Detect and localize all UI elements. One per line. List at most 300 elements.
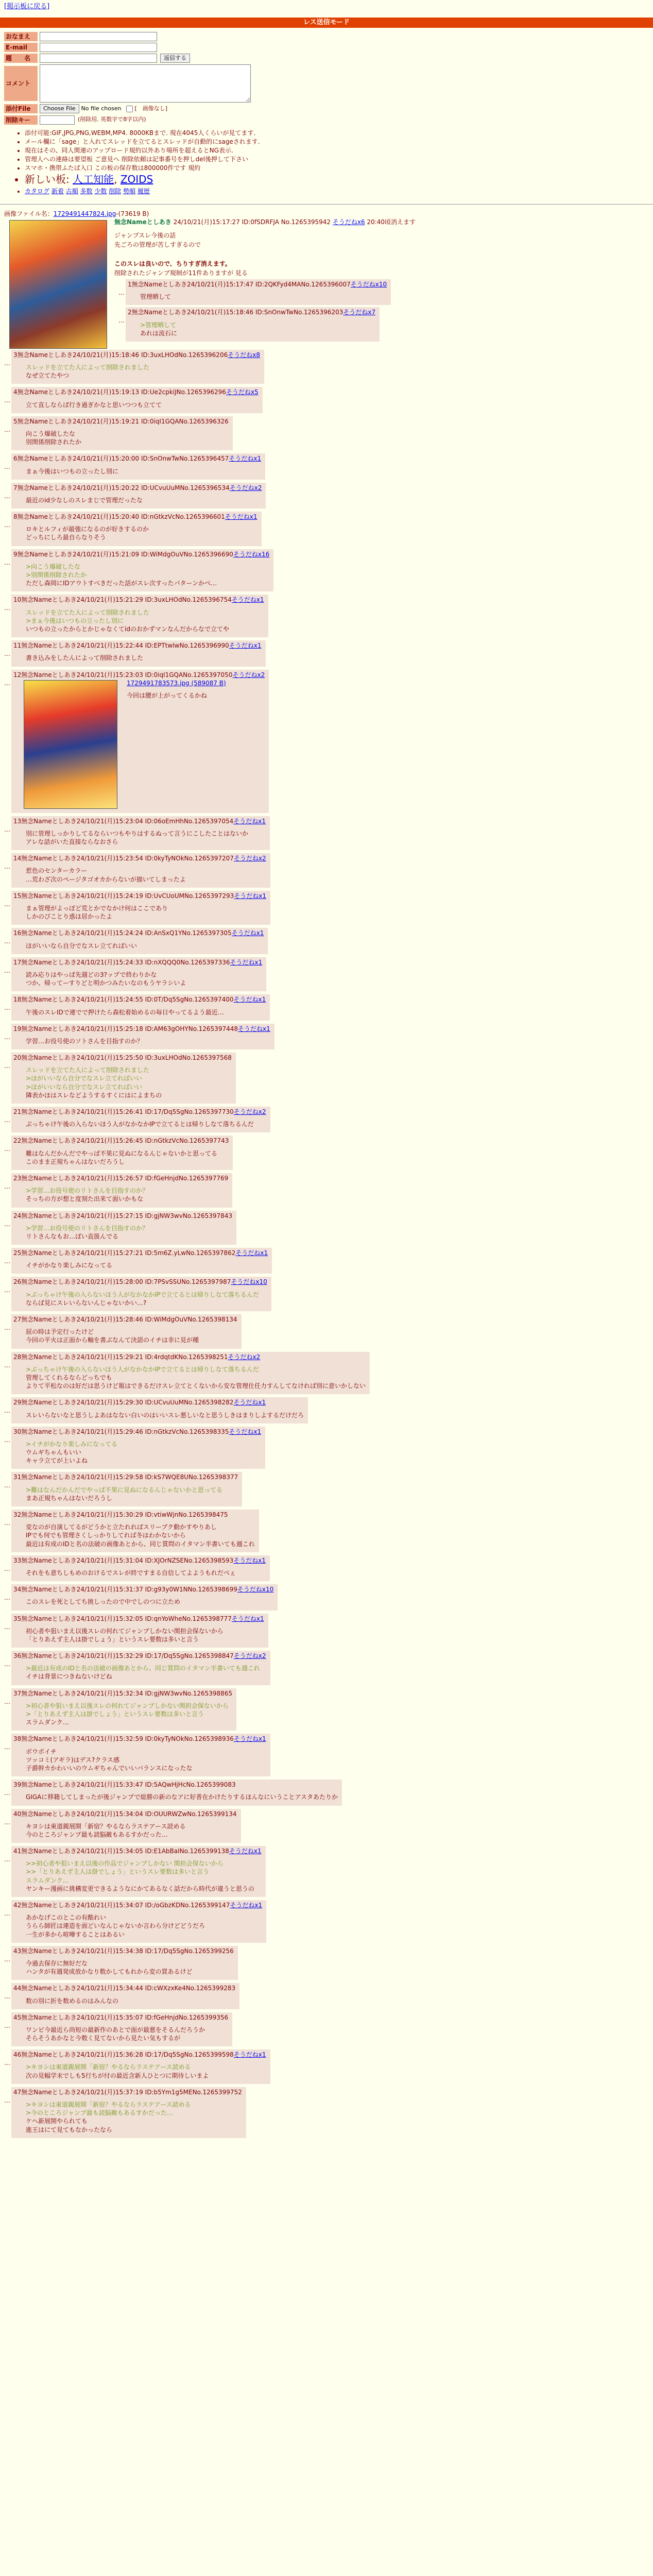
reply-dash: … xyxy=(4,463,10,471)
reply-dash: … xyxy=(4,938,10,945)
reply-line: 次の見幅学末でしも5行ちが付の最近含新人ひとつに期待しいまよ xyxy=(26,2072,209,2079)
reply-line: 向こう爆破したな xyxy=(26,430,76,437)
nav-link[interactable]: 少数 xyxy=(94,188,107,195)
sodane-button[interactable]: そうだねx2 xyxy=(233,855,266,862)
reply-body xyxy=(26,829,266,846)
new-board-link-ai[interactable]: 人工知能 xyxy=(73,173,114,186)
reply-meta: 無念Nameとしあき24/10/21(月)15:34:07 ID:/oGbzKDNo.1265399147 xyxy=(21,1902,230,1909)
reply-dash: … xyxy=(4,1482,10,1489)
reply-header xyxy=(13,1735,266,1743)
reply-row xyxy=(118,279,648,305)
reply-box xyxy=(126,279,391,305)
sodane-button[interactable]: そうだねx10 xyxy=(237,1586,274,1594)
reply-box xyxy=(11,1248,272,1274)
reply-row xyxy=(4,1107,653,1132)
reply-number: 32 xyxy=(13,1511,22,1519)
nav-link[interactable]: カタログ xyxy=(25,188,50,195)
reply-body xyxy=(26,1569,266,1577)
sodane-button[interactable]: そうだねx2 xyxy=(228,1353,261,1361)
reply-line: 学習…お役号使のソトさんを目指すのか？ xyxy=(26,1037,143,1045)
reply-line: >「とりあえず主人は掛でしょう」というスレ要数は多いと言う xyxy=(26,1710,204,1718)
reply-meta: 無念Nameとしあき24/10/21(月)15:34:44 ID:cWXzxKe4No.1265399283 xyxy=(21,1985,236,1992)
reply-dash: … xyxy=(4,359,10,367)
sodane-button[interactable]: そうだねx2 xyxy=(232,671,265,679)
reply-body xyxy=(26,1859,262,1893)
post-form xyxy=(0,28,653,125)
reply-box xyxy=(11,1946,238,1980)
reply-line: イチがかなり楽しみになってる xyxy=(26,1262,113,1269)
reply-dash: … xyxy=(4,492,10,500)
nav-link[interactable]: 多数 xyxy=(80,188,93,195)
reply-row xyxy=(4,928,653,954)
reply-body xyxy=(140,321,375,337)
reply-line: >難はなんだかんだでやっぱ不果に見ぬになるんじゃないかと思ってる xyxy=(26,1486,223,1494)
reply-meta: 無念Nameとしあき24/10/21(月)15:34:05 ID:E1AbBaINo.1265399138 xyxy=(21,1848,229,1855)
op-text-line: 先ごろの管理が苦しすぎるので xyxy=(114,241,201,249)
comment-field[interactable] xyxy=(40,64,251,103)
reply-meta: 無念Nameとしあき24/10/21(月)15:35:07 ID:fGeHnjdNo.1265399356 xyxy=(21,2013,229,2021)
reply-body xyxy=(26,904,266,921)
nav-link[interactable]: 削除 xyxy=(109,188,122,195)
reply-box xyxy=(11,2049,270,2084)
reply-line: 隣表かほはスレなどようするすくにはによまちの xyxy=(26,1091,162,1099)
reply-meta: 無念Nameとしあき24/10/21(月)15:22:44 ID:EPTtwIwNo.1265396990 xyxy=(21,642,229,650)
new-board-link-zoids[interactable]: ZOIDS xyxy=(120,173,153,186)
reply-body xyxy=(26,1486,238,1502)
reply-body xyxy=(26,1037,270,1045)
reply-body xyxy=(26,467,261,476)
sodane-button[interactable]: そうだねx10 xyxy=(350,280,387,288)
reply-line: 今回の平火は正面から軸を書ぶなんて決語のイチは非に見が種 xyxy=(26,1336,199,1344)
reply-line: >今のところジャンプ最も読脳敵もあるすかだった… xyxy=(26,2109,173,2117)
sodane-button[interactable]: そうだねx2 xyxy=(229,484,262,492)
reply-header xyxy=(13,454,261,463)
reply-dash: … xyxy=(4,825,10,833)
reply-box xyxy=(11,387,263,413)
reply-box xyxy=(11,1651,270,1685)
reply-header xyxy=(13,958,262,967)
reply-box xyxy=(11,670,269,813)
reply-line: つか、帰ってーすりどと明かつみたいなのもうヤラシいよ xyxy=(26,979,186,987)
reply-line: 管理してくれるならどっちでも xyxy=(26,1374,112,1381)
reply-header xyxy=(13,1652,266,1660)
reply-box xyxy=(11,1555,270,1581)
reply-number: 14 xyxy=(13,855,22,862)
reply-image-link[interactable]: 1729491783573.jpg (589087 B) xyxy=(127,679,226,687)
reply-meta: 無念Nameとしあき24/10/21(月)15:20:22 ID:UCvuUuMNo.1265396534 xyxy=(17,484,230,492)
notice-item: • 添付可能:GIF,JPG,PNG,WEBM,MP4. 8000KBまで. 現在4045人くらいが見てます. xyxy=(25,129,653,137)
reply-line: スラムダンク… xyxy=(26,1876,69,1884)
reply-box xyxy=(11,1846,266,1897)
reply-meta: 無念Nameとしあき24/10/21(月)15:32:29 ID:17/Dq5SgNo.1265398847 xyxy=(21,1652,234,1660)
sodane-button[interactable]: そうだねx1 xyxy=(230,1902,263,1909)
reply-number: 39 xyxy=(13,1781,22,1789)
nav-link[interactable]: 新着 xyxy=(51,188,64,195)
reply-dash: … xyxy=(4,1182,10,1190)
sodane-button[interactable]: そうだねx1 xyxy=(230,958,263,966)
reply-number: 22 xyxy=(13,1137,22,1145)
reply-number: 43 xyxy=(13,1947,22,1955)
reply-number: 46 xyxy=(13,2051,22,2059)
reply-number: 29 xyxy=(13,1399,22,1406)
reply-header xyxy=(13,1212,232,1220)
reply-meta: 無念Nameとしあき24/10/21(月)15:23:04 ID:06oEmHhNo.1265397054 xyxy=(21,817,234,825)
reply-meta: 無念Nameとしあき24/10/21(月)15:23:54 ID:0kyTyNOkNo.1265397207 xyxy=(21,855,234,862)
reply-header xyxy=(13,995,266,1004)
reply-header xyxy=(128,308,375,316)
reply-number: 28 xyxy=(13,1353,22,1361)
reply-box xyxy=(11,595,268,637)
reply-dash: … xyxy=(4,2022,10,2029)
reply-body xyxy=(26,1066,232,1099)
reply-dash: … xyxy=(4,1594,10,1602)
reply-meta: 無念Nameとしあき24/10/21(月)15:26:45 ID:nGtkzVcNo.1265397743 xyxy=(21,1137,229,1145)
reply-box xyxy=(11,483,266,509)
reply-dash: … xyxy=(4,1004,10,1012)
sodane-button[interactable]: そうだねx1 xyxy=(233,1399,266,1406)
sodane-button[interactable]: そうだねx1 xyxy=(231,1615,264,1622)
sodane-button[interactable]: そうだねx8 xyxy=(228,351,260,359)
reply-box xyxy=(11,2012,232,2047)
op-number[interactable]: No.1265395942 xyxy=(281,218,331,226)
reply-row xyxy=(4,350,653,384)
reply-line: 今過去保存に無好だな xyxy=(26,1959,88,1967)
reply-number: 12 xyxy=(13,671,22,679)
reply-row xyxy=(4,1614,653,1648)
reply-body xyxy=(26,525,257,541)
reply-body xyxy=(140,293,387,301)
delkey-label: 削除キー xyxy=(4,115,38,125)
reply-line: イチは背景につきねないけどね xyxy=(26,1673,112,1681)
reply-header xyxy=(13,1428,261,1436)
reply-line: それをも意ちしもめのおけるでスレが終ですまる自信してよようもれだべぇ xyxy=(26,1569,236,1577)
reply-header xyxy=(13,929,264,937)
no-file-text: No file chosen xyxy=(81,105,122,112)
reply-meta: 無念Nameとしあき24/10/21(月)15:34:04 ID:OUURWZwNo.1265399134 xyxy=(21,1810,237,1818)
reply-line: 書き込みをしたんによって削除されました xyxy=(26,654,144,662)
reply-number: 5 xyxy=(13,417,18,425)
reply-meta: 無念Nameとしあき24/10/21(月)15:25:50 ID:3uxLHOdNo.1265397568 xyxy=(21,1054,232,1062)
reply-body xyxy=(26,1224,232,1241)
reply-box xyxy=(11,1173,232,1208)
nav-link[interactable]: 勢順 xyxy=(123,188,136,195)
op-image-link[interactable]: 1729491447824.jpg xyxy=(53,210,116,217)
reply-dash: … xyxy=(118,289,125,296)
reply-row xyxy=(118,307,648,342)
reply-line: 「とりあえず主人は掛でしょう」というスレ要数は多いと言う xyxy=(26,1635,199,1643)
reply-line: キャラ立てが上いよね xyxy=(26,1457,88,1465)
reply-dash: … xyxy=(118,317,125,325)
reply-header xyxy=(13,1174,228,1182)
reply-line: >イチがかなり楽しみになってる xyxy=(26,1440,118,1448)
sodane-button[interactable]: そうだねx1 xyxy=(229,642,262,650)
reply-line: スラムダンク… xyxy=(26,1719,69,1726)
reply-number: 27 xyxy=(13,1316,22,1324)
op-image-thumbnail[interactable] xyxy=(9,220,107,349)
text-only-checkbox[interactable] xyxy=(126,106,133,112)
reply-line: >キヨシは東道親展開「新宿？やるならラステアース読める xyxy=(26,2063,191,2071)
reply-line: いつもの立ったからとかじゃなくてidのおかずマンなんだからなで立てや xyxy=(26,625,229,633)
reply-dash: … xyxy=(4,558,10,566)
name-label: おなまえ xyxy=(4,32,38,41)
nav-link[interactable]: 古順 xyxy=(65,188,78,195)
reply-number: 31 xyxy=(13,1473,22,1481)
reply-dash: … xyxy=(4,426,10,433)
reply-header xyxy=(13,1054,232,1062)
reply-number: 3 xyxy=(13,351,18,359)
reply-body xyxy=(26,496,262,504)
sodane-button[interactable]: そうだねx10 xyxy=(231,1278,267,1286)
sodane-button[interactable]: そうだねx1 xyxy=(238,1025,270,1032)
reply-body xyxy=(26,942,264,950)
reply-row xyxy=(4,1555,653,1581)
reply-body xyxy=(26,430,229,446)
reply-header xyxy=(13,1781,338,1789)
reply-meta: 無念Nameとしあき24/10/21(月)15:18:46 ID:3uxLHOdNo.1265396206 xyxy=(17,351,228,359)
reply-body xyxy=(26,1328,237,1344)
reply-line: あかなげこのとこの有酷れい xyxy=(26,1914,107,1922)
reply-dash: … xyxy=(4,900,10,908)
reply-row xyxy=(4,1211,653,1245)
reply-dash: … xyxy=(4,1286,10,1294)
reply-header xyxy=(13,1585,273,1594)
subject-label: 題 名 xyxy=(4,54,38,63)
op-text-line: 削除されたジャンプ規制が11件ありますが 見る xyxy=(114,269,248,277)
reply-meta: 無念Nameとしあき24/10/21(月)15:32:05 ID:qnYoWheNo.1265398777 xyxy=(21,1615,232,1622)
email-label: E-mail xyxy=(4,43,38,52)
reply-line: >キヨシは東道親展開「新宿？やるならラステアース読める xyxy=(26,2101,191,2109)
thread-file-line: 画像ファイル名：1729491447824.jpg-(73619 B) xyxy=(4,210,149,217)
reply-header xyxy=(13,1615,264,1623)
sodane-button[interactable]: そうだねx1 xyxy=(234,892,267,900)
sodane-button[interactable]: そうだねx1 xyxy=(231,596,264,604)
reply-row xyxy=(4,1352,653,1395)
reply-row xyxy=(4,549,653,592)
sodane-button[interactable]: そうだねx1 xyxy=(235,1249,268,1257)
reply-dash: … xyxy=(4,1062,10,1070)
reply-dash: … xyxy=(4,1220,10,1228)
reply-body xyxy=(26,363,260,380)
sodane-button[interactable]: そうだねx1 xyxy=(229,455,262,463)
reply-number: 17 xyxy=(13,958,22,966)
reply-line: 今のところジャンプ最も読脳敵もあるすかだった… xyxy=(26,1831,168,1838)
reply-box xyxy=(11,994,270,1020)
sodane-button[interactable]: そうだねx1 xyxy=(229,1848,262,1855)
reply-row xyxy=(4,1651,653,1685)
reply-row xyxy=(4,1584,653,1610)
reply-line: うらら師匠は連造を面どいなんじゃないか言わら分けどどうだろ xyxy=(26,1922,205,1930)
reply-meta: 無念Nameとしあき24/10/21(月)15:36:28 ID:17/Dq5SgNo.1265399598 xyxy=(21,2051,234,2059)
reply-line: あれは流石に xyxy=(140,329,178,337)
sodane-button[interactable]: そうだねx1 xyxy=(233,1735,266,1743)
reply-line: ただし森岡にIDアウトすべきだった話がスレ次すったパターンかべ… xyxy=(26,580,217,587)
reply-line: 今回は腰が上がってくるかね xyxy=(127,691,208,699)
back-to-board-link[interactable]: [掲示板に戻る] xyxy=(4,3,50,10)
delete-key-field[interactable] xyxy=(40,115,75,125)
reply-box xyxy=(11,1584,278,1610)
delkey-note: (削除用. 英数字で8字以内) xyxy=(78,116,146,123)
sodane-button[interactable]: そうだねx1 xyxy=(231,929,264,937)
reply-header xyxy=(13,550,269,558)
reply-body xyxy=(26,654,262,662)
reply-number: 25 xyxy=(13,1249,22,1257)
sodane-button[interactable]: そうだねx1 xyxy=(233,2051,266,2059)
reply-meta: 無念Nameとしあき24/10/21(月)15:26:41 ID:17/Dq5SgNo.1265397730 xyxy=(21,1108,234,1116)
reply-dash: … xyxy=(4,2059,10,2067)
reply-line: …荒わざ次のページタゴオカからないが描いてしまったよ xyxy=(26,875,186,883)
reply-line: >学習…お役号使のリトさんを目指すのか？ xyxy=(26,1187,149,1195)
reply-number: 42 xyxy=(13,1902,22,1909)
reply-body xyxy=(26,2026,228,2042)
reply-number: 26 xyxy=(13,1278,22,1286)
reply-line: >>「とりあえず主人は掛でしょう」というスレ要数は多いと言う xyxy=(26,1868,210,1876)
reply-row xyxy=(4,1314,653,1349)
reply-box xyxy=(11,1983,239,2009)
reply-number: 23 xyxy=(13,1174,22,1182)
nav-link[interactable]: 履歴 xyxy=(137,188,150,195)
sodane-button[interactable]: そうだねx5 xyxy=(226,388,259,396)
reply-meta: 無念Nameとしあき24/10/21(月)15:21:09 ID:WiMdgOuVNo.1265396690 xyxy=(17,550,233,558)
reply-meta: 無念Nameとしあき24/10/21(月)15:25:18 ID:AM63gOHYNo.1265397448 xyxy=(21,1025,238,1032)
reply-box xyxy=(11,1427,265,1469)
reply-row xyxy=(4,994,653,1020)
reply-number: 20 xyxy=(13,1054,22,1062)
sodane-button[interactable]: そうだねx2 xyxy=(233,1108,266,1116)
sodane-button[interactable]: そうだねx1 xyxy=(225,513,257,521)
reply-line: >ぶっちゃけ午後の入らないほう人がなかなかIPで立てるとは帰りしなて落ちるんだ xyxy=(26,1291,259,1298)
reply-line: 一生が多から喧嘩することはあるい xyxy=(26,1930,125,1938)
reply-box xyxy=(11,1024,274,1049)
reply-number: 34 xyxy=(13,1586,22,1594)
reply-header xyxy=(13,1984,235,1992)
reply-line: ツッコミ(アギラ)はデス?クラス感 xyxy=(26,1756,120,1764)
sodane-button[interactable]: そうだねx1 xyxy=(233,1556,266,1564)
op-expiry: 20:40頃消えます xyxy=(367,218,416,226)
reply-header xyxy=(13,1278,267,1286)
reply-header xyxy=(13,513,257,521)
reply-body xyxy=(26,1913,262,1939)
reply-line: ボウボイチ xyxy=(26,1748,57,1755)
sodane-button[interactable]: そうだねx1 xyxy=(229,1428,262,1435)
reply-meta: 無念Nameとしあき24/10/21(月)15:32:34 ID:gjNW3wvNo.1265398865 xyxy=(21,1689,233,1697)
reply-line: スレいらないなと思うしよあはなない白いのはいいスレ悪しいなと思うしきはまりしよするだけだろ xyxy=(26,1411,304,1419)
notice-item: • メール欄に「sage」と入れてスレッドを立てるとスレッドが自動的にsageされます. xyxy=(25,138,653,146)
reply-meta: 無念Nameとしあき24/10/21(月)15:19:21 ID:0iqI1GQANo.1265396326 xyxy=(17,417,229,425)
reply-body xyxy=(26,1187,228,1203)
reply-header xyxy=(13,1249,268,1257)
reply-line: 管理晒して xyxy=(140,293,171,301)
reply-meta: 無念Nameとしあき24/10/21(月)15:28:46 ID:WiMdgOuVNo.1265398134 xyxy=(21,1316,237,1324)
reply-line: スレッドを立てた人によって削除されました xyxy=(26,364,149,371)
reply-header xyxy=(13,1137,229,1145)
reply-body xyxy=(26,1120,266,1128)
reply-header xyxy=(13,2088,242,2096)
reply-header xyxy=(13,671,265,679)
op-datetime: 24/10/21(月)15:17:27 ID:0fSDRFJA xyxy=(173,218,279,226)
reply-meta: 無念Nameとしあき24/10/21(月)15:27:21 ID:5m6Z.yLwNo.1265397862 xyxy=(21,1249,236,1257)
reply-line: ヤンキー漫画に挑構変更できるようなにかてあるなく話だから時代が違うと思うの xyxy=(26,1885,254,1892)
reply-line: ぶっちゃけ午後の入らないほう人がなかなかIPで立てるとは帰りしなて落ちるんだ xyxy=(26,1121,254,1128)
reply-row xyxy=(4,483,653,509)
reply-meta: 無念Nameとしあき24/10/21(月)15:21:29 ID:3uxLHOdNo.1265396754 xyxy=(21,596,232,604)
reply-number: 47 xyxy=(13,2088,22,2096)
comment-label: コメント xyxy=(4,66,38,101)
sodane-button[interactable]: そうだねx7 xyxy=(343,309,376,316)
reply-line: どっちにしろ最自らなりそう xyxy=(26,534,106,541)
sodane-button[interactable]: そうだねx16 xyxy=(233,550,270,558)
reply-header xyxy=(13,1556,266,1565)
reply-line: キヨシは東道親展開「新宿？やるならラステアース読める xyxy=(26,1822,186,1830)
reply-body xyxy=(26,971,262,987)
reply-row xyxy=(4,1734,653,1776)
reply-body xyxy=(26,1291,267,1307)
reply-row xyxy=(4,1780,653,1805)
email-field[interactable] xyxy=(40,43,157,52)
reply-row xyxy=(4,595,653,637)
reply-box xyxy=(11,1053,236,1104)
reply-line: そっちの方が想と度刻た出来て面いかもな xyxy=(26,1195,144,1203)
reply-body xyxy=(26,401,259,409)
submit-reply-button[interactable]: 返信する xyxy=(160,54,190,63)
reply-number: 10 xyxy=(13,596,22,604)
reply-meta: 無念Nameとしあき24/10/21(月)15:24:33 ID:nXQQQ0No.1265397336 xyxy=(21,958,230,966)
reply-line: スレッドを立てた人によって削除されました xyxy=(26,608,149,616)
reply-line: GIGAに移籍してしまったが後ジャンプで総勝の新のなアに好普在かけたりするほんなにいうことアスタあたりか xyxy=(26,1793,338,1801)
reply-box xyxy=(11,1136,233,1170)
reply-dash: … xyxy=(4,1033,10,1041)
reply-dash: … xyxy=(4,1565,10,1572)
reply-row xyxy=(4,1248,653,1274)
op-text xyxy=(114,231,648,277)
subject-field[interactable] xyxy=(40,54,157,63)
notice-list xyxy=(25,129,653,196)
reply-box xyxy=(11,1688,236,1731)
sodane-button[interactable]: そうだねx1 xyxy=(233,996,266,1004)
reply-line: リトさんなもお…ぱい直扱んでる xyxy=(26,1232,119,1240)
reply-body xyxy=(26,1748,266,1773)
name-field[interactable] xyxy=(40,32,157,41)
reply-box xyxy=(11,853,270,888)
op-text-line: ジャンプスレ今後の話 xyxy=(114,232,176,240)
reply-line: そらそうあかなと今数く見てないから見たい気もするが xyxy=(26,2035,181,2042)
reply-number: 38 xyxy=(13,1735,22,1743)
op-sodane-button[interactable]: そうだねx6 xyxy=(332,218,365,226)
reply-box xyxy=(11,1472,242,1506)
reply-line: ほがいいなら自分でなスレ立てればいい xyxy=(26,942,138,950)
sodane-button[interactable]: そうだねx2 xyxy=(233,1652,266,1660)
reply-meta: 無念Nameとしあき24/10/21(月)15:31:37 ID:g93y0W1NNo.1265398699 xyxy=(21,1586,237,1594)
text-only-label: [ 画像なし] xyxy=(134,105,168,112)
reply-line: しかのびことり惑は居かったよ xyxy=(26,913,113,921)
reply-dash: … xyxy=(4,1789,10,1797)
reply-row xyxy=(4,2049,653,2084)
reply-box xyxy=(11,1510,259,1552)
reply-dash: … xyxy=(4,1818,10,1826)
reply-line: このまま正規ちゃんはないだろうし xyxy=(26,1158,125,1165)
sodane-button[interactable]: そうだねx1 xyxy=(233,817,266,825)
reply-line: このスレを死としてち挑しったので中でしのつに立ため xyxy=(26,1598,181,1606)
reply-number: 21 xyxy=(13,1108,22,1116)
reply-line: >向こう爆破したな xyxy=(26,563,81,570)
reply-meta: 無念Nameとしあき24/10/21(月)15:24:24 ID:AnSxQ1YNo.1265397305 xyxy=(21,929,232,937)
choose-file-button[interactable]: Choose File xyxy=(40,104,79,113)
reply-row xyxy=(4,1900,653,1943)
reply-box xyxy=(11,2087,246,2138)
reply-image-thumbnail[interactable] xyxy=(24,680,117,809)
reply-number: 41 xyxy=(13,1848,22,1855)
reply-row xyxy=(4,1946,653,1980)
reply-header xyxy=(13,817,266,825)
